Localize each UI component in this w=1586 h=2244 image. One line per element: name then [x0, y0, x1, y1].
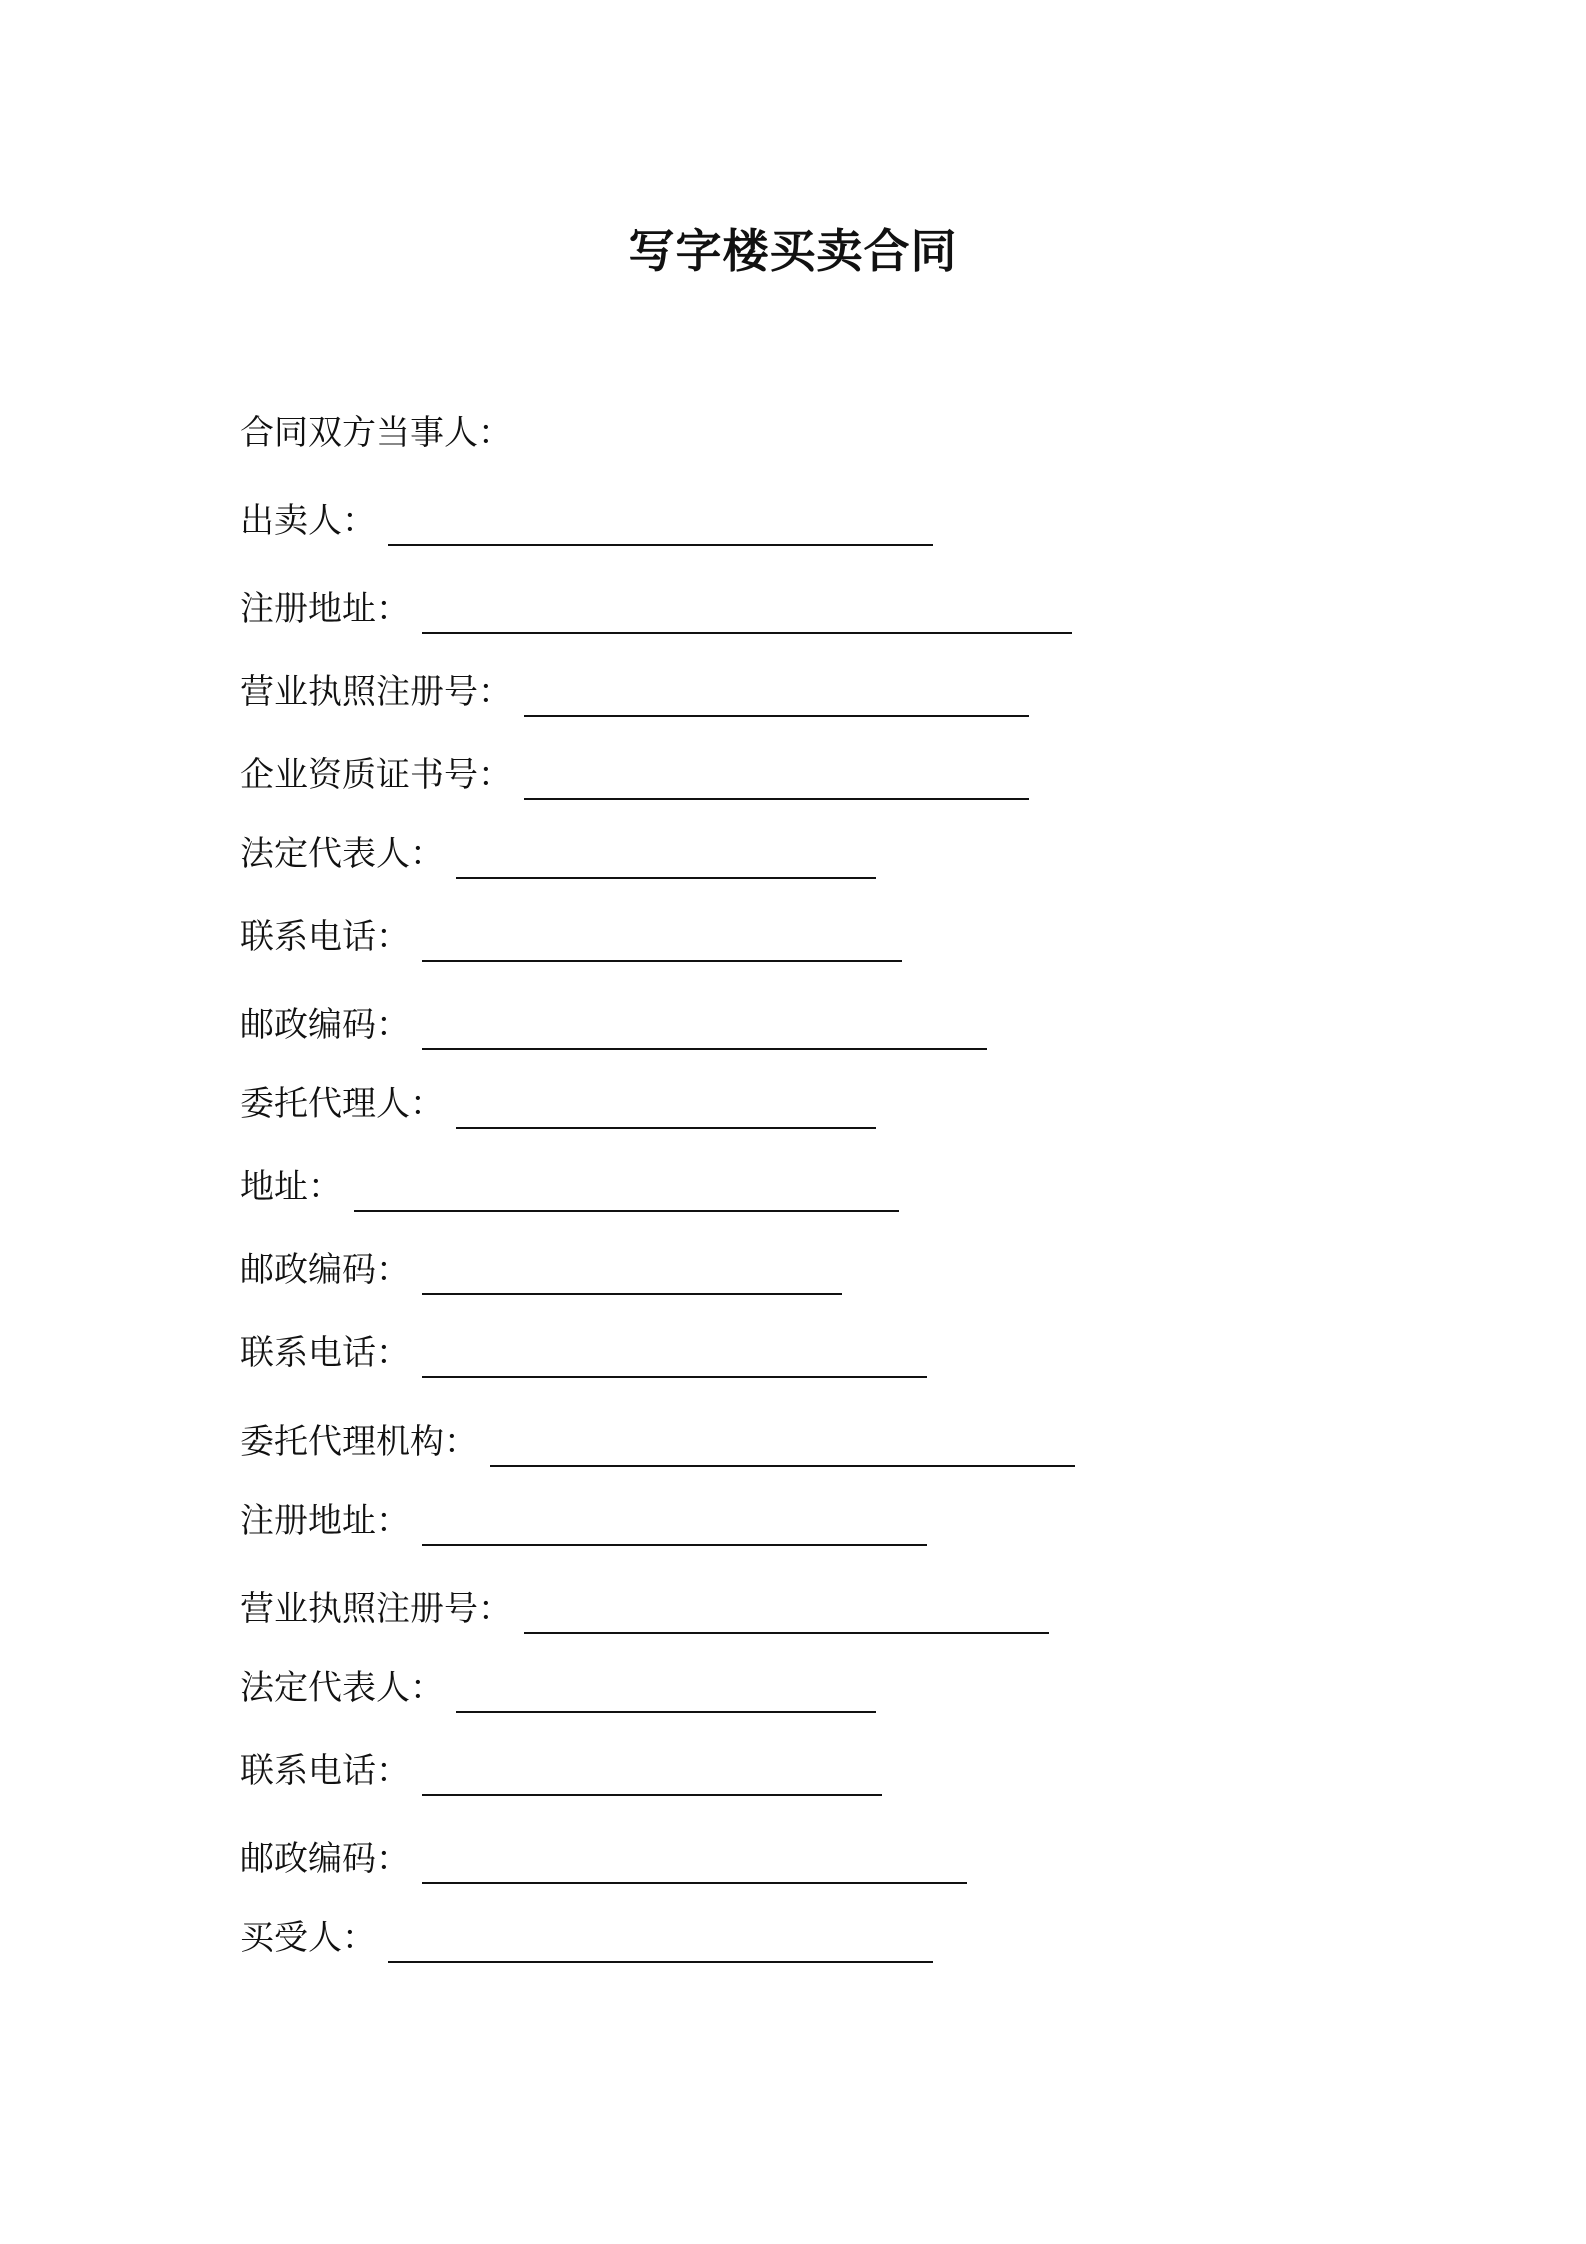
blank-underline[interactable] [456, 1093, 876, 1129]
blank-underline[interactable] [354, 1176, 899, 1212]
field-label: 联系电话： [240, 1333, 410, 1373]
blank-underline[interactable] [524, 764, 1029, 800]
field-agency-registered-address[interactable] [240, 1496, 927, 1546]
field-seller[interactable] [240, 496, 933, 546]
field-agent-address[interactable] [240, 1162, 899, 1212]
blank-underline[interactable] [490, 1431, 1075, 1467]
document-title: 写字楼买卖合同 [628, 224, 958, 278]
blank-underline[interactable] [524, 681, 1029, 717]
field-postal-code[interactable] [240, 1000, 987, 1050]
parties-heading: 合同双方当事人： [240, 413, 512, 453]
blank-underline[interactable] [388, 510, 933, 546]
field-agent-phone[interactable] [240, 1328, 927, 1378]
field-label: 企业资质证书号： [240, 755, 512, 795]
field-agent[interactable] [240, 1079, 876, 1129]
field-agency-business-license-no[interactable] [240, 1584, 1049, 1634]
field-label: 邮政编码： [240, 1250, 410, 1290]
blank-underline[interactable] [422, 1342, 927, 1378]
field-agency-postal-code[interactable] [240, 1834, 967, 1884]
blank-underline[interactable] [456, 843, 876, 879]
field-agency-phone[interactable] [240, 1746, 882, 1796]
field-agency[interactable] [240, 1417, 1075, 1467]
field-label: 出卖人： [240, 501, 376, 541]
blank-underline[interactable] [422, 1259, 842, 1295]
field-phone[interactable] [240, 912, 902, 962]
field-label: 委托代理机构： [240, 1422, 478, 1462]
field-label: 地址： [240, 1167, 342, 1207]
field-label: 注册地址： [240, 1501, 410, 1541]
blank-underline[interactable] [422, 926, 902, 962]
field-label: 联系电话： [240, 917, 410, 957]
blank-underline[interactable] [422, 1760, 882, 1796]
blank-underline[interactable] [422, 598, 1072, 634]
field-label: 法定代表人： [240, 834, 444, 874]
field-business-license-no[interactable] [240, 667, 1029, 717]
field-qualification-cert-no[interactable] [240, 750, 1029, 800]
blank-underline[interactable] [524, 1598, 1049, 1634]
blank-underline[interactable] [422, 1014, 987, 1050]
field-label: 买受人： [240, 1918, 376, 1958]
field-agent-postal-code[interactable] [240, 1245, 842, 1295]
blank-underline[interactable] [422, 1510, 927, 1546]
field-label: 联系电话： [240, 1751, 410, 1791]
field-legal-representative[interactable] [240, 829, 876, 879]
field-label: 营业执照注册号： [240, 1589, 512, 1629]
blank-underline[interactable] [422, 1848, 967, 1884]
field-label: 邮政编码： [240, 1839, 410, 1879]
blank-underline[interactable] [388, 1927, 933, 1963]
field-label: 营业执照注册号： [240, 672, 512, 712]
field-label: 委托代理人： [240, 1084, 444, 1124]
field-agency-legal-representative[interactable] [240, 1663, 876, 1713]
field-registered-address[interactable] [240, 584, 1072, 634]
blank-underline[interactable] [456, 1677, 876, 1713]
field-buyer[interactable] [240, 1913, 933, 1963]
field-label: 邮政编码： [240, 1005, 410, 1045]
field-label: 法定代表人： [240, 1668, 444, 1708]
field-label: 注册地址： [240, 589, 410, 629]
